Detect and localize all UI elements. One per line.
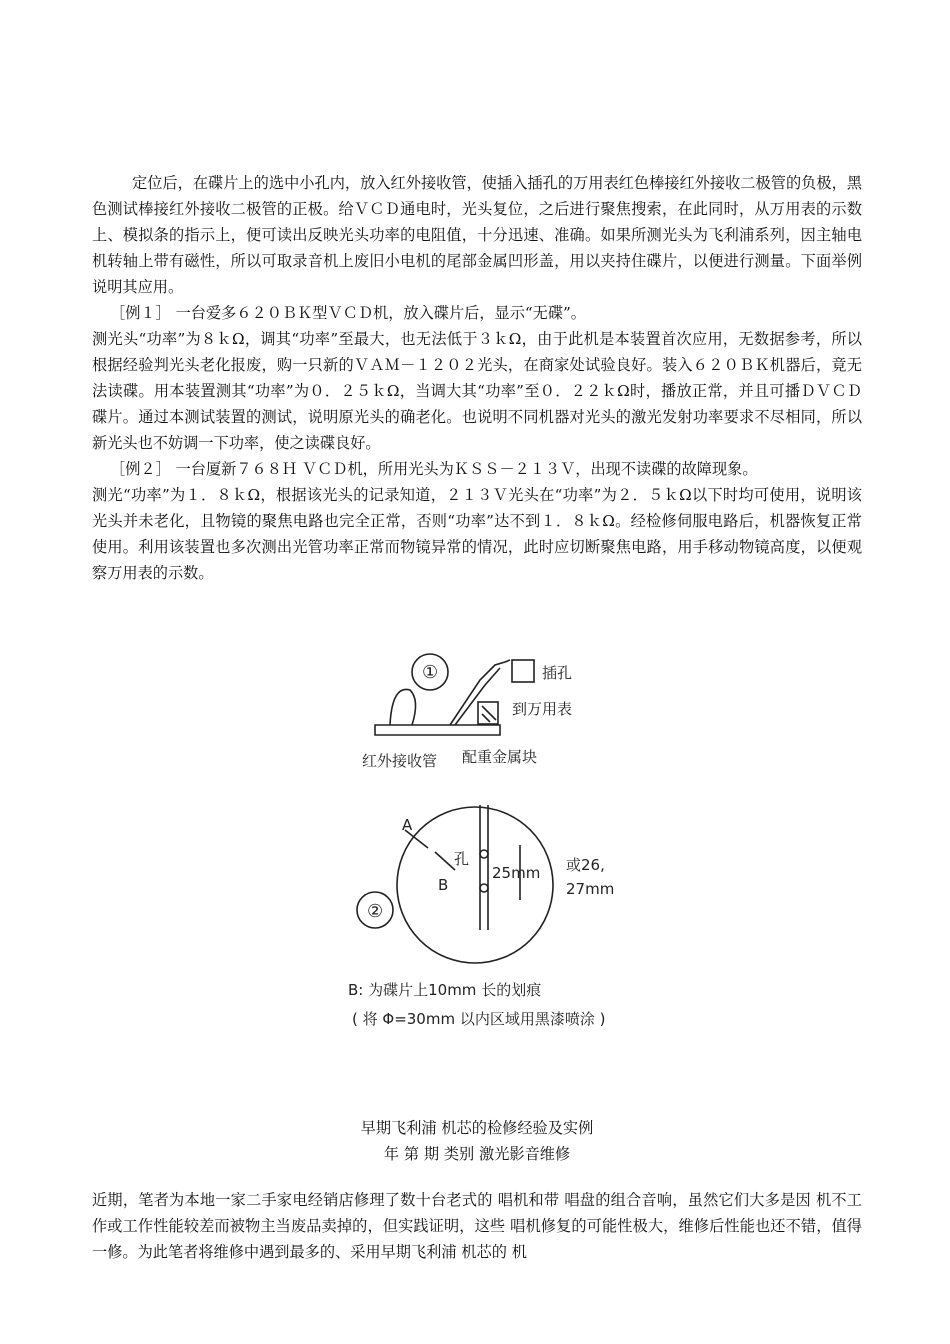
label-b: B <box>438 876 449 894</box>
example-1-body: 测光头“功率”为８ｋΩ，调其“功率”至最大，也无法低于３ｋΩ，由于此机是本装置首次应用，无数据参考，所以根据经验判光头老化报废，购一只新的ＶＡＭ－１２０２光头，在商家处试验良好。装入６２０ＢＫ机器后，竟无法读碟。用本装置测其“功率”为０．２５ｋΩ，当调大其“功率”至０．２２ｋΩ时，播放正常，并且可播ＤＶＣＤ碟片。通过本测试装置的测试，说明原光头的确老化。也说明不同机器对光头的激光发射功率要求不尽相同，所以新光头也不妨调一下功率，使之读碟良好。 <box>92 330 862 452</box>
dimension-25mm: 25mm <box>492 864 541 882</box>
article-body: 近期，笔者为本地一家二手家电经销店修理了数十台老式的 唱机和带 唱盘的组合音响，虽然它们大多是因 机不工作或工作性能较差而被物主当废品卖掉的，但实践证明，这些 唱机修复的可能性极大，维修后性能也还不错，值得一修。为此笔者将维修中遇到最多的、采用早期飞利浦 机芯的 机 <box>92 1191 862 1261</box>
body-paragraph: 定位后，在碟片上的选中小孔内，放入红外接收管，使插入插孔的万用表红色棒接红外接收二极管的负极，黑色测试棒接红外接收二极管的正极。给ＶＣＤ通电时，光头复位，之后进行聚焦搜索，在此同时，从万用表的示数上、模拟条的指示上，便可读出反映光头功率的电阻值，十分迅速、准确。如果所测光头为飞利浦系列，因主轴电机转轴上带有磁性，所以可取录音机上废旧小电机的尾部金属凹形盖，用以夹持住碟片，以便进行测量。下面举例说明其应用。 <box>92 174 862 296</box>
diagram-caption-2: ( 将 Φ=30mm 以内区域用黑漆喷涂 ) <box>352 1010 606 1028</box>
example-2-title: ［例２］ 一台厦新７６８Ｈ ＶＣＤ机，所用光头为ＫＳＳ－２１３Ｖ，出现不读碟的故障现象。 <box>110 460 758 478</box>
diagram-number-1: ① <box>422 662 439 683</box>
diagram-caption-1: B: 为碟片上10mm 长的划痕 <box>348 981 542 999</box>
example-2-body: 测光“功率”为１．８ｋΩ，根据该光头的记录知道，２１３Ｖ光头在“功率”为２．５ｋΩ以下时均可使用，说明该光头并未老化，且物镜的聚焦电路也完全正常，否则“功率”达不到１．８ｋΩ。经检修伺服电路后，机器恢复正常使用。利用该装置也多次测出光管功率正常而物镜异常的情况，此时应切断聚焦电路，用手移动物镜高度，以便观察万用表的示数。 <box>92 486 862 582</box>
dimension-alt-2: 27mm <box>566 880 615 898</box>
meter-label: 到万用表 <box>512 700 573 718</box>
ir-receiver-label: 红外接收管 <box>362 752 438 770</box>
dimension-alt-1: 或26, <box>566 856 605 874</box>
measurement-diagram <box>330 640 630 1040</box>
article-meta: 年 第 期 类别 激光影音维修 <box>383 1145 571 1163</box>
diagram-number-2: ② <box>367 901 384 922</box>
socket-label: 插孔 <box>542 664 573 682</box>
article-title: 早期飞利浦 机芯的检修经验及实例 <box>360 1119 594 1137</box>
weight-label: 配重金属块 <box>462 748 538 766</box>
label-a: A <box>402 816 413 834</box>
example-1-title: ［例１］ 一台爱多６２０ＢＫ型ＶＣＤ机，放入碟片后，显示“无碟”。 <box>110 304 586 322</box>
hole-label: 孔 <box>454 850 470 868</box>
